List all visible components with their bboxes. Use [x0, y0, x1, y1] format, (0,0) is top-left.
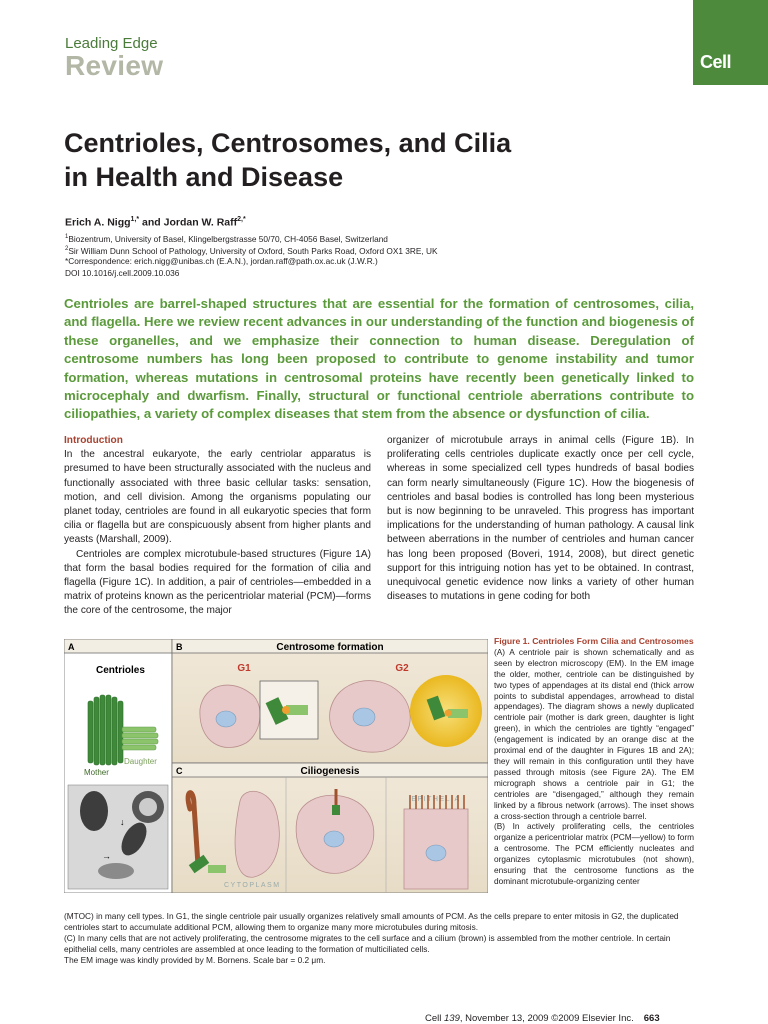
caption-title: Figure 1. Centrioles Form Cilia and Centrosomes [494, 636, 694, 646]
figure-caption-continued [64, 911, 696, 966]
footer-date: , November 13, 2009 ©2009 Elsevier Inc. [459, 1013, 634, 1024]
footer-journal: Cell [425, 1013, 445, 1024]
affiliation-2-text: Sir William Dunn School of Pathology, University of Oxford, South Parks Road, Oxford OX1 3RE, UK [68, 245, 438, 256]
title-line-1: Centrioles, Centrosomes, and Cilia [64, 128, 512, 158]
section-heading-introduction: Introduction [64, 435, 123, 446]
author-2-sup: 2,* [237, 216, 246, 223]
section-label: Leading Edge [65, 35, 158, 52]
correspondence: *Correspondence: erich.nigg@unibas.ch (E.A.N.), jordan.raff@path.ox.ac.uk (J.W.R.) [65, 256, 378, 266]
article-type: Review [65, 50, 164, 81]
centrioles-label: Centrioles [96, 665, 145, 676]
page-number: 663 [643, 1013, 660, 1024]
doi: DOI 10.1016/j.cell.2009.10.036 [65, 268, 180, 278]
body-column-right [387, 434, 694, 604]
caption-credit: The EM image was kindly provided by M. Bornens. Scale bar = 0.2 μm. [64, 954, 326, 965]
panel-b-letter: B [176, 642, 183, 652]
affiliation-2: $^2$Sir William Dunn School of Pathology, University of Oxford, South Parks Road, Oxford OX1 3RE, UK [65, 245, 438, 256]
ciliogenesis-title: Ciliogenesis [300, 766, 360, 777]
g1-label: G1 [237, 663, 251, 674]
affiliation-1-text: Biozentrum, University of Basel, Klingelbergstrasse 50/70, CH-4056 Basel, Switzerland [68, 233, 388, 244]
centrosome-formation-title: Centrosome formation [276, 642, 384, 653]
journal-tab [693, 0, 768, 85]
affiliation-1: $^1$Biozentrum, University of Basel, Klingelbergstrasse 50/70, CH-4056 Basel, Switzerland [65, 233, 388, 244]
g2-label: G2 [395, 663, 409, 674]
abstract: Centrioles are barrel-shaped structures that are essential for the formation of centrosomes, cilia, and flagella. Here we review recent advances in our understanding of the function and biogenesis of these organelles, and we emphasize their connection to human disease. Deregulation of centrosome numbers has long been proposed to contribute to genome instability and tumor formation, whereas mutations in centrosomal proteins have recently been genetically linked to microcephaly and dwarfism. Finally, structural or functional centriole aberrations contribute to ciliopathies, a variety of complex diseases that stem from the absence or dysfunction of cilia. [64, 296, 694, 422]
paragraph-1: In the ancestral eukaryote, the early centriolar apparatus is presumed to have been structurally associated with the nucleus and functionally associated with three basic cellular tasks: sensation, motion, and cell division. Among the organisms populating our planet today, centrioles are found in all eukaryotic species that form cilia or flagella but are conspicuously absent from higher plants and yeasts (Marshall, 2009). [64, 449, 371, 546]
author-1: Erich A. Nigg [65, 216, 131, 229]
arrow-icon: → [102, 851, 111, 861]
author-1-sup: 1,* [130, 216, 140, 223]
daughter-label: Daughter [124, 757, 157, 766]
mother-label: Mother [84, 768, 109, 777]
arrow-icon: ↓ [120, 817, 125, 827]
author-2: and Jordan W. Raff [139, 216, 238, 229]
title-line-2: in Health and Disease [64, 162, 344, 192]
body-column-left [64, 434, 371, 619]
caption-c: (C) In many cells that are not actively proliferating, the centrosome migrates to the cell surface and a cilium (brown) is assembled from the mother centriole. In certain epithelial cells, many centrioles are assembled at once leading to the formation of multiciliated cells. [64, 932, 671, 954]
article-title [64, 126, 624, 194]
footer-volume: 139 [444, 1013, 460, 1024]
figure-1 [64, 639, 488, 893]
caption-b: (B) In actively proliferating cells, the centrioles organize a pericentriolar matrix (PCM—yellow) to form a centrosome. The PCM efficiently nucleates and organizes cytoplasmic microtubules (not shown), ensuring that the centrosome functions as the dominant microtubule-organizing center [494, 821, 694, 886]
panel-c-letter: C [176, 766, 183, 776]
figure-caption [494, 636, 694, 887]
epithelia-label: EPITHELIA [411, 796, 461, 803]
caption-b-continued: (MTOC) in many cell types. In G1, the single centriole pair usually organizes relatively small amounts of PCM. As the cells prepare to enter mitosis in G2, the duplicated centrioles start to accumulate additional PCM, allowing them to organize many more microtubules during mitosis. [64, 911, 679, 932]
journal-name: Cell [700, 52, 732, 72]
cytoplasm-label: CYTOPLASM [224, 882, 281, 889]
page-footer [425, 1013, 660, 1024]
authors [65, 216, 246, 229]
caption-a: (A) A centriole pair is shown schematically and as seen by electron microscopy (EM). In the EM image the older, mother, centriole can be distinguished by two types of appendages at its distal end (thick arrow points to subdistal appendages, arrowhead to distal appendages). The diagram shows a newly duplicated centriole pair (mother is dark green, daughter is light green), in which the centrioles are tightly “engaged” (engagement is indicated by an orange disc at the proximal end of the daughter in Figures 1B and 2A); they will remain in this configuration until they have passed through mitosis (see Figure 2A). The EM micrograph shows a centriole pair in G1; the centrioles are “disengaged,” although they remain linked by a fibrous network (arrows). The inset shows a cross-section through a centriole barrel. [494, 646, 694, 821]
paragraph-3: organizer of microtubule arrays in animal cells (Figure 1B). In proliferating cells centrioles duplicate exactly once per cell cycle, whereas in some specialized cell types hundreds of basal bodies can form nearly simultaneously (Figure 1C). How the biogenesis of centrioles and basal bodies is controlled has long been mysterious but is now beginning to be unraveled. This progress has important implications for the understanding of human pathology. A causal link between aberrations in the number of centrioles and human cancer has long been proposed (Boveri, 1914, 2008), but direct genetic support for this intriguing notion has yet to be obtained. In contrast, unequivocal genetic evidence now links a variety of other human diseases to mutations in gene coding for both [387, 435, 694, 603]
panel-a-letter: A [68, 642, 75, 652]
paragraph-2: Centrioles are complex microtubule-based structures (Figure 1A) that form the basal bodies required for the formation of cilia and flagella (Figure 1C). In addition, a pair of centrioles—embedded in a matrix of proteins known as the pericentriolar material (PCM)—forms the core of the centrosome, the major [64, 548, 371, 617]
